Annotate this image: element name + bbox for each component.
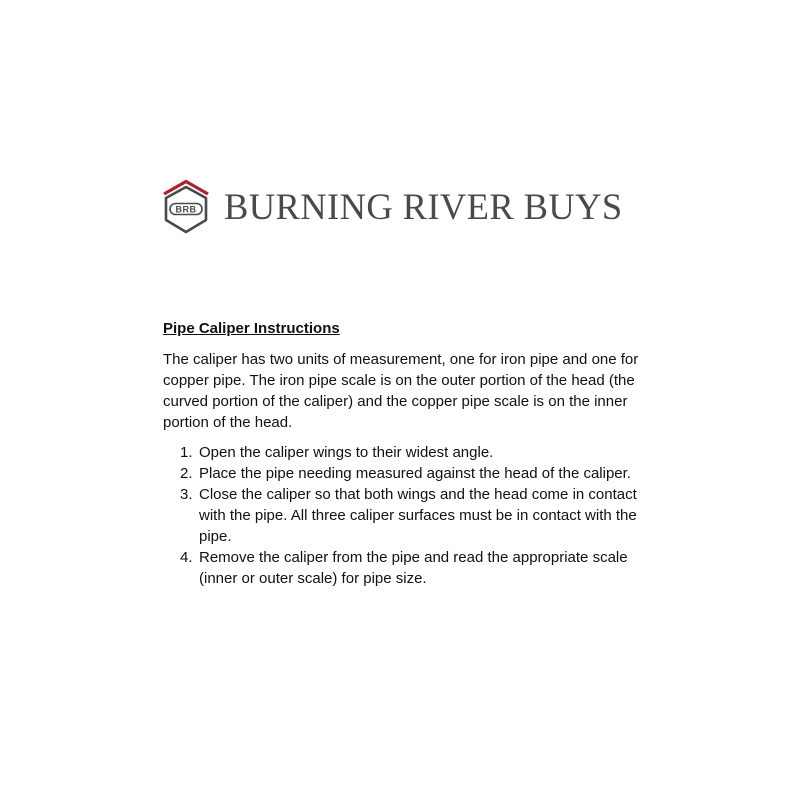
list-item	[163, 442, 643, 463]
steps-list	[163, 442, 643, 589]
step-number: 1.	[180, 444, 193, 461]
step-number: 4.	[180, 549, 193, 566]
step-text: Open the caliper wings to their widest angle.	[199, 444, 494, 461]
list-item	[163, 463, 643, 484]
step-text: Close the caliper so that both wings and the head come in contact with the pipe. All three caliper surfaces must be in contact with the pipe.	[199, 486, 637, 545]
list-item	[163, 484, 643, 547]
instructions-document	[163, 318, 643, 589]
intro-paragraph: The caliper has two units of measurement, one for iron pipe and one for copper pipe. The iron pipe scale is on the outer portion of the head (the curved portion of the caliper) and the copper pipe scale is on the inner portion of the head.	[163, 351, 639, 431]
step-number: 3.	[180, 486, 193, 503]
brb-hexagon-logo-icon	[161, 179, 211, 235]
step-number: 2.	[180, 465, 193, 482]
svg-text:BRB: BRB	[175, 204, 197, 215]
list-item	[163, 547, 643, 589]
brand-name: BURNING RIVER BUYS	[224, 185, 623, 227]
step-text: Remove the caliper from the pipe and read the appropriate scale (inner or outer scale) for pipe size.	[199, 549, 628, 587]
step-text: Place the pipe needing measured against the head of the caliper.	[199, 465, 631, 482]
document-title: Pipe Caliper Instructions	[163, 320, 340, 337]
brand-header	[161, 179, 641, 235]
